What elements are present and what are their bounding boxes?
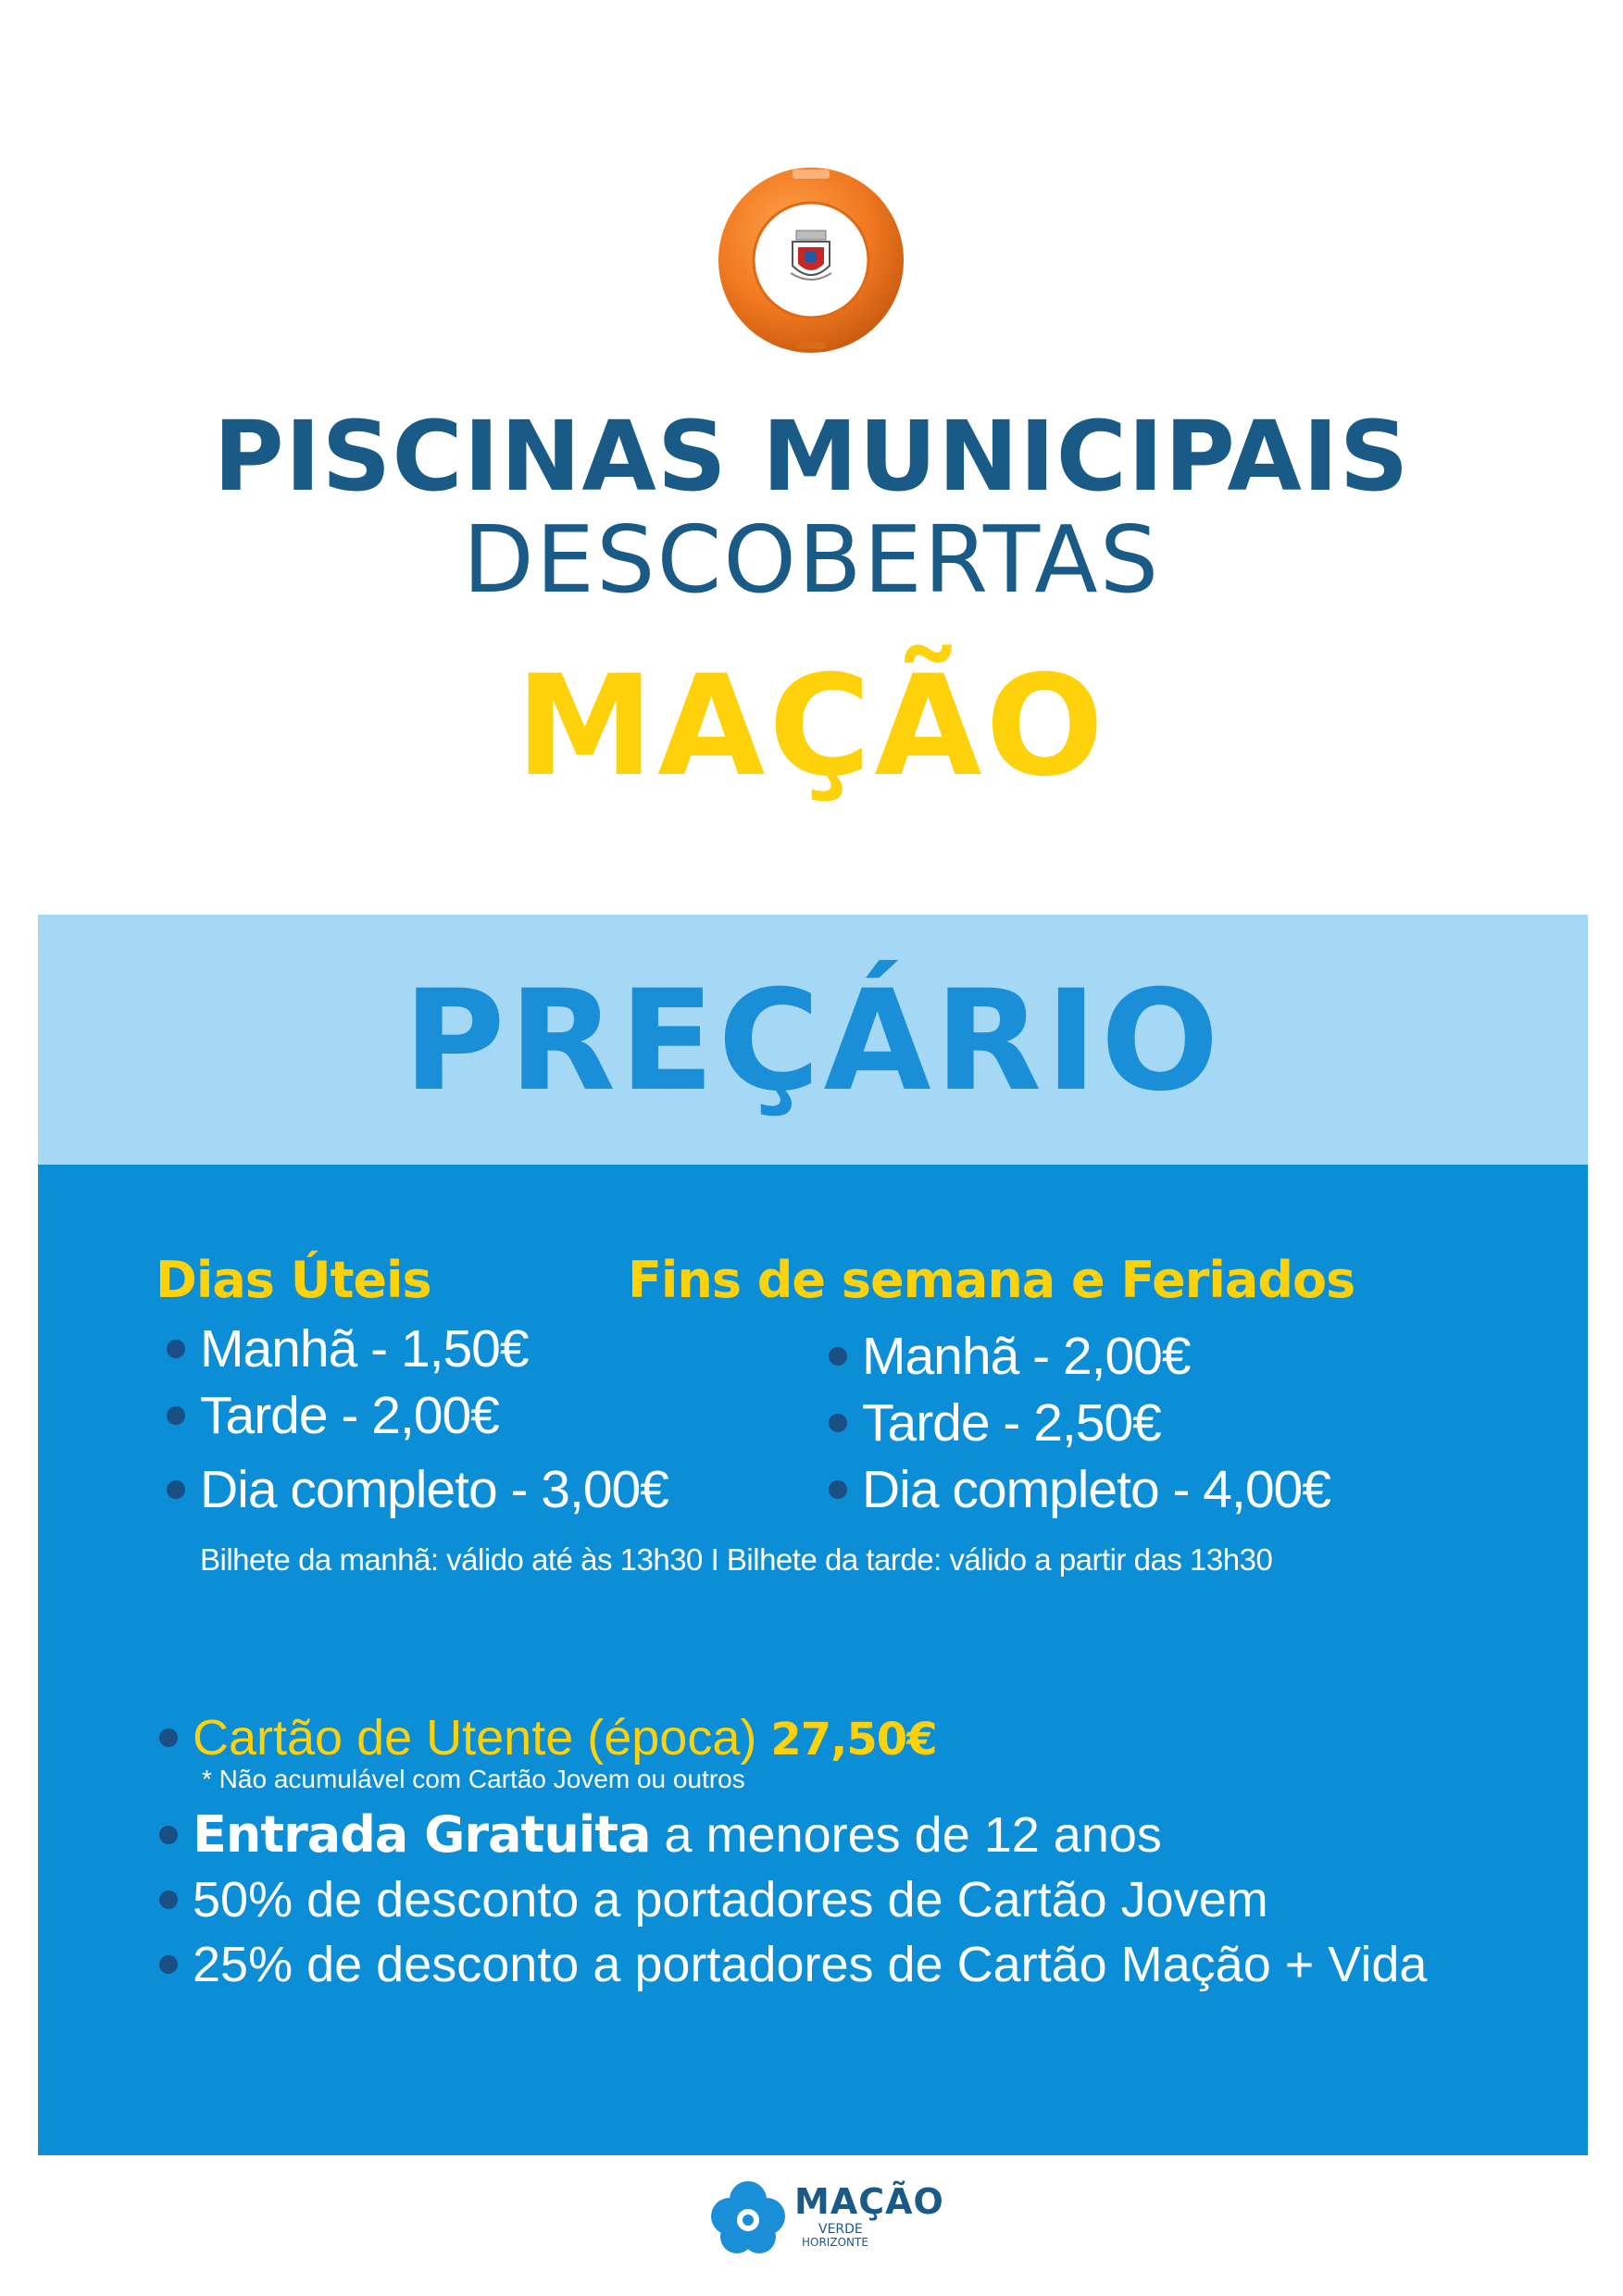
weekend-price-item: Tarde - 2,50€ <box>829 1392 1161 1454</box>
youth-discount-line: 50% de desconto a portadores de Cartão Jovem <box>159 1870 1268 1929</box>
macao-logo-icon <box>702 2172 794 2265</box>
page-title: PISCINAS MUNICIPAIS <box>213 400 1410 513</box>
footer-tagline-2: HORIZONTE <box>802 2236 868 2249</box>
season-card-note: * Não acumulável com Cartão Jovem ou outros <box>202 1765 745 1793</box>
location-title: MAÇÃO <box>515 646 1108 807</box>
bullet-icon <box>829 1414 847 1432</box>
bullet-icon <box>159 1728 178 1747</box>
weekday-price-item: Tarde - 2,00€ <box>167 1385 499 1446</box>
bullet-icon <box>159 1955 178 1974</box>
pricing-panel <box>38 1165 1588 2155</box>
page-subtitle: DESCOBERTAS <box>462 505 1161 614</box>
bullet-icon <box>159 1826 178 1844</box>
bullet-icon <box>167 1406 185 1425</box>
season-card-line: Cartão de Utente (época) 27,50€ <box>159 1708 937 1769</box>
weekends-heading: Fins de semana e Feriados <box>628 1251 1355 1309</box>
lifebuoy-icon <box>713 162 909 358</box>
footer-tagline-1: VERDE <box>818 2222 863 2237</box>
weekend-price-item: Manhã - 2,00€ <box>829 1326 1191 1387</box>
footer-brand-name: MAÇÃO <box>794 2181 944 2222</box>
bullet-icon <box>167 1340 185 1358</box>
bullet-icon <box>829 1480 847 1499</box>
senior-discount-line: 25% de desconto a portadores de Cartão Mação + Vida <box>159 1935 1427 1994</box>
free-entry-label: Entrada Gratuita <box>193 1805 651 1864</box>
bullet-icon <box>159 1890 178 1909</box>
bullet-icon <box>829 1347 847 1366</box>
weekdays-heading: Dias Úteis <box>156 1251 431 1309</box>
weekday-price-item: Manhã - 1,50€ <box>167 1318 529 1379</box>
weekday-price-item: Dia completo - 3,00€ <box>167 1459 668 1520</box>
bullet-icon <box>167 1480 185 1499</box>
pricing-heading: PREÇÁRIO <box>403 961 1223 1122</box>
weekend-price-item: Dia completo - 4,00€ <box>829 1459 1330 1520</box>
free-entry-line: Entrada Gratuita a menores de 12 anos <box>159 1805 1162 1865</box>
ticket-validity-note: Bilhete da manhã: válido até às 13h30 I Bilhete da tarde: válido a partir das 13h30 <box>200 1542 1273 1577</box>
season-card-price: 27,50€ <box>770 1714 937 1766</box>
